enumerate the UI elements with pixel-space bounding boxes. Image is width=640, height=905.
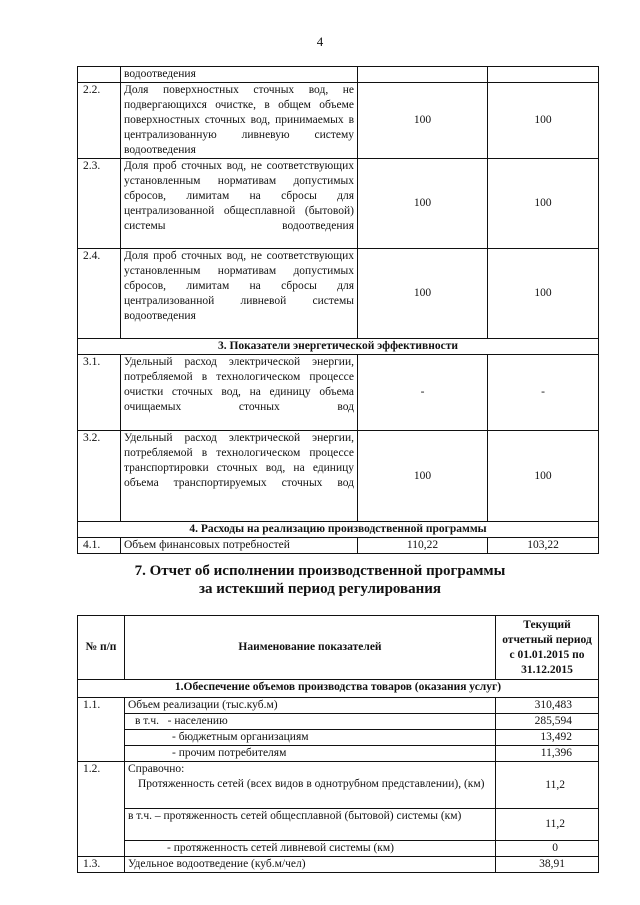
row-label: Доля поверхностных сточных вод, не подвергающихся очистке, в общем объеме поверхностных сточных вод, принимаемых в централизованную ливневую систему водоотведения (121, 83, 358, 159)
value-cell: 100 (488, 431, 599, 522)
value-cell: 100 (358, 83, 488, 159)
row-label: Удельное водоотведение (куб.м/чел) (125, 857, 496, 873)
row-label: водоотведения (121, 67, 358, 83)
section-header-row (78, 339, 599, 355)
table-row (78, 355, 599, 431)
reference-label: Справочно: (128, 763, 185, 775)
value-cell: 11,2 (496, 762, 599, 809)
row-number: 1.2. (78, 762, 125, 857)
table-row (78, 857, 599, 873)
row-label: в т.ч. – протяженность сетей общесплавной (бытовой) системы (км) (125, 809, 496, 841)
row-number: 2.3. (78, 159, 121, 249)
section-title: 1.Обеспечение объемов производства товаров (оказания услуг) (78, 680, 599, 698)
section-title: 4. Расходы на реализацию производственной программы (78, 522, 599, 538)
value-cell: 11,2 (496, 809, 599, 841)
value-cell: 11,396 (496, 746, 599, 762)
row-label: Объем финансовых потребностей (121, 538, 358, 554)
table-row (78, 698, 599, 714)
value-cell: 285,594 (496, 714, 599, 730)
value-cell: 100 (488, 249, 599, 339)
value-cell: - (358, 355, 488, 431)
row-number: 4.1. (78, 538, 121, 554)
table-row (78, 159, 599, 249)
row-number: 2.2. (78, 83, 121, 159)
table-row (78, 83, 599, 159)
section-header-row (78, 680, 599, 698)
section-7-title-line1: 7. Отчет об исполнении производственной программы (134, 563, 506, 579)
page-number: 4 (316, 34, 324, 49)
value-cell (488, 67, 599, 83)
table-row (78, 249, 599, 339)
value-cell: 100 (488, 159, 599, 249)
value-cell: 13,492 (496, 730, 599, 746)
row-label: Доля проб сточных вод, не соответствующих установленным нормативам допустимых сбросов, лимитам на сбросы для централизованной ливневой системы водоотведения (121, 249, 358, 339)
row-label: - прочим потребителям (125, 746, 496, 762)
value-cell: 310,483 (496, 698, 599, 714)
report-table (77, 615, 599, 873)
row-label (125, 762, 496, 809)
value-cell: 100 (358, 249, 488, 339)
table-row (78, 762, 599, 809)
column-header-name: Наименование показателей (125, 616, 496, 680)
row-label: Доля проб сточных вод, не соответствующих установленным нормативам допустимых сбросов, лимитам на сбросы для централизованной общесплавной (бытовой) системы водоотведения (121, 159, 358, 249)
table-row (78, 714, 599, 730)
row-number: 3.2. (78, 431, 121, 522)
row-number: 3.1. (78, 355, 121, 431)
value-cell: 110,22 (358, 538, 488, 554)
section-title: 3. Показатели энергетической эффективности (78, 339, 599, 355)
value-cell: 100 (358, 431, 488, 522)
section-header-row (78, 522, 599, 538)
row-label: - протяженность сетей ливневой системы (км) (125, 841, 496, 857)
row-label: Удельный расход электрической энергии, потребляемой в технологическом процессе транспортировки сточных вод, на единицу объема транспортируемых сточных вод (121, 431, 358, 522)
value-cell (358, 67, 488, 83)
value-cell: 103,22 (488, 538, 599, 554)
table-row (78, 431, 599, 522)
table-row (78, 809, 599, 841)
section-7-title-line2: за истекший период регулирования (198, 581, 442, 597)
table-row (78, 67, 599, 83)
section-7-title (0, 562, 640, 598)
value-cell: - (488, 355, 599, 431)
value-cell: 0 (496, 841, 599, 857)
row-label: в т.ч. - населению (125, 714, 496, 730)
network-length-label: Протяженность сетей (всех видов в однотрубном представлении), (км) (138, 778, 485, 790)
row-number: 2.4. (78, 249, 121, 339)
value-cell: 100 (488, 83, 599, 159)
indicators-table (77, 66, 599, 554)
row-label: Объем реализации (тыс.куб.м) (125, 698, 496, 714)
column-header-period: Текущий отчетный период с 01.01.2015 по 31.12.2015 (496, 616, 599, 680)
value-cell: 38,91 (496, 857, 599, 873)
row-number: 1.1. (78, 698, 125, 762)
value-cell: 100 (358, 159, 488, 249)
table-row (78, 746, 599, 762)
row-label: Удельный расход электрической энергии, потребляемой в технологическом процессе очистки сточных вод, на единицу объема очищаемых сточных вод (121, 355, 358, 431)
table-row (78, 841, 599, 857)
column-header-number: № п/п (78, 616, 125, 680)
row-label: - бюджетным организациям (125, 730, 496, 746)
table-row (78, 538, 599, 554)
header-row (78, 616, 599, 680)
table-row (78, 730, 599, 746)
row-number: 1.3. (78, 857, 125, 873)
